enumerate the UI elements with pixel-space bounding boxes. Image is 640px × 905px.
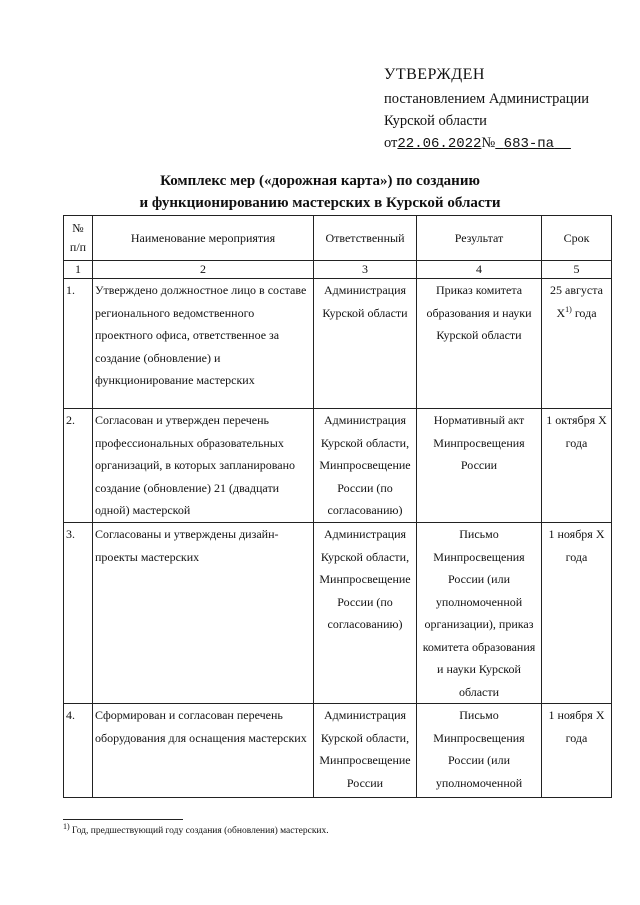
approval-number: 683-па (503, 136, 555, 152)
row-result: Нормативный акт Минпросвещения России (417, 409, 542, 523)
footnote (63, 821, 329, 836)
document-title (0, 170, 640, 214)
row-deadline: 1 ноября Х года (542, 523, 612, 704)
approval-region: Курской области (384, 113, 487, 129)
row-responsible: Администрация Курской области (314, 279, 417, 409)
row-deadline: 1 октября Х года (542, 409, 612, 523)
row-number: 2. (64, 409, 93, 523)
approval-date: 22.06.2022 (397, 136, 482, 152)
date-prefix: от (384, 135, 398, 151)
row-name: Утверждено должностное лицо в составе регионального ведомственного проектного офиса, ответственное за создание (обновление) и функционирование мастерских (93, 279, 314, 409)
footnote-text: Год, предшествующий году создания (обновления) мастерских. (69, 826, 329, 836)
col-number: 5 (542, 261, 612, 279)
deadline-year: $X^{1)}$ года (556, 304, 597, 320)
col-number: 3 (314, 261, 417, 279)
title-line-2: и функционированию мастерских в Курской области (139, 195, 501, 211)
title-line-1: Комплекс мер («дорожная карта») по созданию (160, 173, 480, 189)
row-number: 1. (64, 279, 93, 409)
header-result: Результат (417, 216, 542, 261)
row-number: 4. (64, 704, 93, 798)
col-number: 4 (417, 261, 542, 279)
footnote-marker: 1) (63, 821, 70, 831)
table-row (64, 409, 612, 523)
table-row (64, 704, 612, 798)
row-name: Сформирован и согласован перечень оборудования для оснащения мастерских (93, 704, 314, 798)
footnote-divider (63, 819, 183, 820)
row-name: Согласован и утвержден перечень профессиональных образовательных организаций, в которых запланировано создание (обновление) 21 (двадцати одной) мастерской (93, 409, 314, 523)
row-result: Письмо Минпросвещения России (или уполномоченной организации), приказ комитета образования и науки Курской области (417, 523, 542, 704)
header-num: № п/п (64, 216, 93, 261)
col-number: 1 (64, 261, 93, 279)
row-responsible: Администрация Курской области, Минпросвещение России (314, 704, 417, 798)
row-responsible: Администрация Курской области, Минпросвещение России (по согласованию) (314, 409, 417, 523)
row-deadline (542, 279, 612, 409)
row-result: Приказ комитета образования и науки Курской области (417, 279, 542, 409)
row-responsible: Администрация Курской области, Минпросвещение России (по согласованию) (314, 523, 417, 704)
approval-block (384, 64, 624, 155)
row-number: 3. (64, 523, 93, 704)
row-deadline: 1 ноября Х года (542, 704, 612, 798)
table-row (64, 279, 612, 409)
number-sign: № (481, 135, 496, 151)
header-row (64, 216, 612, 261)
header-name: Наименование мероприятия (93, 216, 314, 261)
header-deadline: Срок (542, 216, 612, 261)
row-name: Согласованы и утверждены дизайн-проекты мастерских (93, 523, 314, 704)
column-number-row (64, 261, 612, 279)
header-responsible: Ответственный (314, 216, 417, 261)
approval-date-line (384, 132, 624, 155)
table-row (64, 523, 612, 704)
deadline-date: 25 августа (550, 283, 603, 297)
approval-line: постановлением Администрации (384, 91, 590, 107)
approval-title: УТВЕРЖДЕН (384, 66, 485, 83)
row-result: Письмо Минпросвещения России (или уполномоченной (417, 704, 542, 798)
col-number: 2 (93, 261, 314, 279)
roadmap-table (63, 215, 612, 798)
